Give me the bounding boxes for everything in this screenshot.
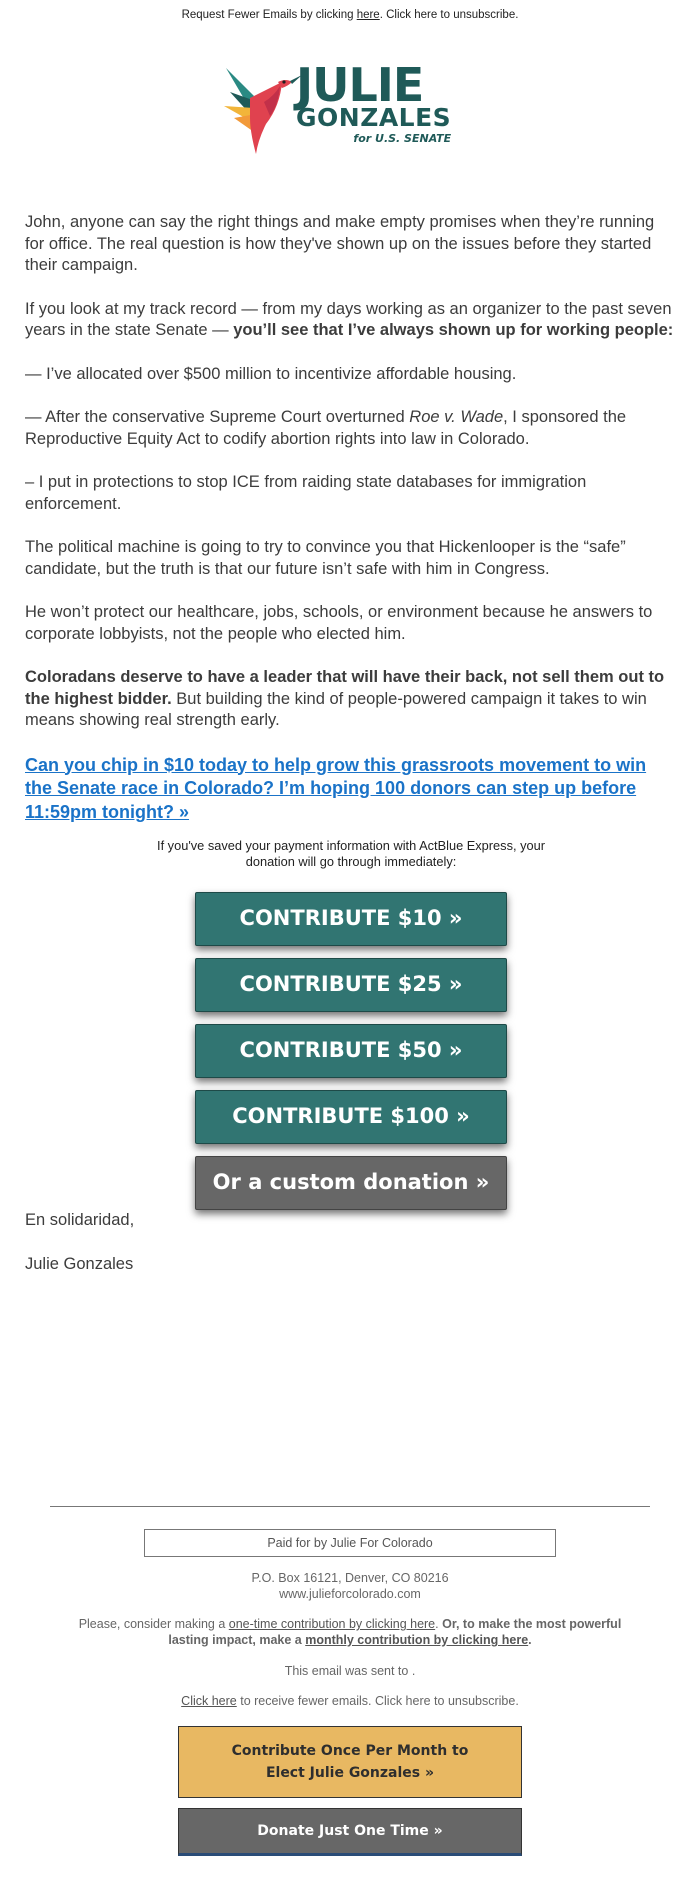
footer-unsubscribe-text[interactable]: to receive fewer emails. Click here to unsubscribe.	[236, 1694, 519, 1708]
roe-text-a: — After the conservative Supreme Court overturned	[25, 408, 410, 426]
leader-text: But building the kind of people-powered campaign it takes to win means showing real strength early.	[25, 689, 647, 729]
monthly-contribution-button[interactable]: Contribute Once Per Month to Elect Julie Gonzales »	[178, 1726, 522, 1798]
donate-note-bold: Or, to make the most powerful lasting impact, make a	[168, 1617, 622, 1647]
sent-to-text: This email was sent to .	[284, 1664, 416, 1678]
footer	[0, 1506, 700, 1856]
closing: En solidaridad,	[25, 1211, 135, 1229]
paragraph-ice: – I put in protections to stop ICE from raiding state databases for immigration enforcement.	[25, 473, 587, 513]
logo-line-name: JULIE	[296, 58, 424, 112]
top-prefix: Request Fewer Emails by clicking	[181, 9, 357, 21]
email-body	[25, 212, 677, 1297]
contribute-10-button[interactable]: CONTRIBUTE $10 »	[195, 892, 507, 946]
fewer-emails-line	[0, 1694, 700, 1708]
donate-note-sep: .	[435, 1617, 443, 1631]
paragraph-track-record	[25, 299, 677, 342]
logo-line-office: for U.S. SENATE	[353, 132, 452, 145]
donation-buttons	[25, 892, 677, 1210]
track-record-text: If you look at my track record — from my days working as an organizer to the past seven years in the state Senate —	[25, 299, 672, 339]
contribute-50-button[interactable]: CONTRIBUTE $50 »	[195, 1024, 507, 1078]
postal-address: P.O. Box 16121, Denver, CO 80216	[251, 1571, 449, 1585]
one-time-donation-button[interactable]: Donate Just One Time »	[178, 1808, 522, 1856]
paragraph-roe	[25, 407, 677, 450]
logo-line-surname: GONZALES	[296, 103, 452, 132]
top-bar	[0, 0, 700, 29]
leader-bold: Coloradans deserve to have a leader that will have their back, not sell them out to the highest bidder.	[25, 668, 665, 708]
campaign-logo	[220, 58, 470, 154]
footer-divider	[50, 1506, 650, 1507]
donate-note-text: Please, consider making a	[78, 1617, 229, 1631]
one-time-contribution-link[interactable]: one-time contribution by clicking here	[228, 1617, 436, 1631]
fewer-emails-link[interactable]: here	[356, 9, 380, 21]
monthly-contribution-link[interactable]: monthly contribution by clicking here	[305, 1633, 529, 1647]
donate-note-end: .	[528, 1633, 532, 1647]
paragraph-leader	[25, 667, 677, 732]
paragraph-machine: The political machine is going to try to convince you that Hickenlooper is the “safe” candidate, but the truth is that our future isn’t safe with him in Congress.	[25, 538, 626, 578]
contribute-100-button[interactable]: CONTRIBUTE $100 »	[195, 1090, 507, 1144]
custom-donation-button[interactable]: Or a custom donation »	[195, 1156, 507, 1210]
actblue-express-note: If you've saved your payment information with ActBlue Express, your donation will go through immediately:	[157, 838, 545, 869]
paragraph-intro: John, anyone can say the right things and make empty promises when they’re running for office. The real question is how they've shown up on the issues before they started their campaign.	[25, 213, 655, 274]
contribute-25-button[interactable]: CONTRIBUTE $25 »	[195, 958, 507, 1012]
paragraph-lobbyists: He won’t protect our healthcare, jobs, schools, or environment because he answers to corporate lobbyists, not the people who elected him.	[25, 603, 653, 643]
chip-in-link[interactable]: Can you chip in $10 today to help grow this grassroots movement to win the Senate race in Colorado? I’m hoping 100 donors can step up before 11:59pm tonight? »	[25, 754, 647, 822]
website-text: www.julieforcolorado.com	[279, 1587, 421, 1601]
track-record-bold: you’ll see that I’ve always shown up for working people:	[233, 321, 674, 339]
footer-donate-note	[70, 1616, 630, 1648]
hummingbird-icon	[220, 62, 302, 154]
cta-paragraph	[25, 754, 677, 825]
unsubscribe-text[interactable]: . Click here to unsubscribe.	[379, 9, 519, 21]
footer-address-block	[0, 1570, 700, 1602]
paid-for-box: Paid for by Julie For Colorado	[144, 1529, 556, 1557]
roe-italic: Roe v. Wade	[409, 408, 504, 426]
footer-fewer-emails-link[interactable]: Click here	[181, 1694, 237, 1708]
paragraph-housing: — I’ve allocated over $500 million to incentivize affordable housing.	[25, 364, 517, 383]
signature-name: Julie Gonzales	[25, 1254, 134, 1273]
roe-text-b: , I sponsored the Reproductive Equity Act to codify abortion rights into law in Colorado.	[25, 408, 627, 448]
logo-wordmark	[296, 58, 452, 145]
